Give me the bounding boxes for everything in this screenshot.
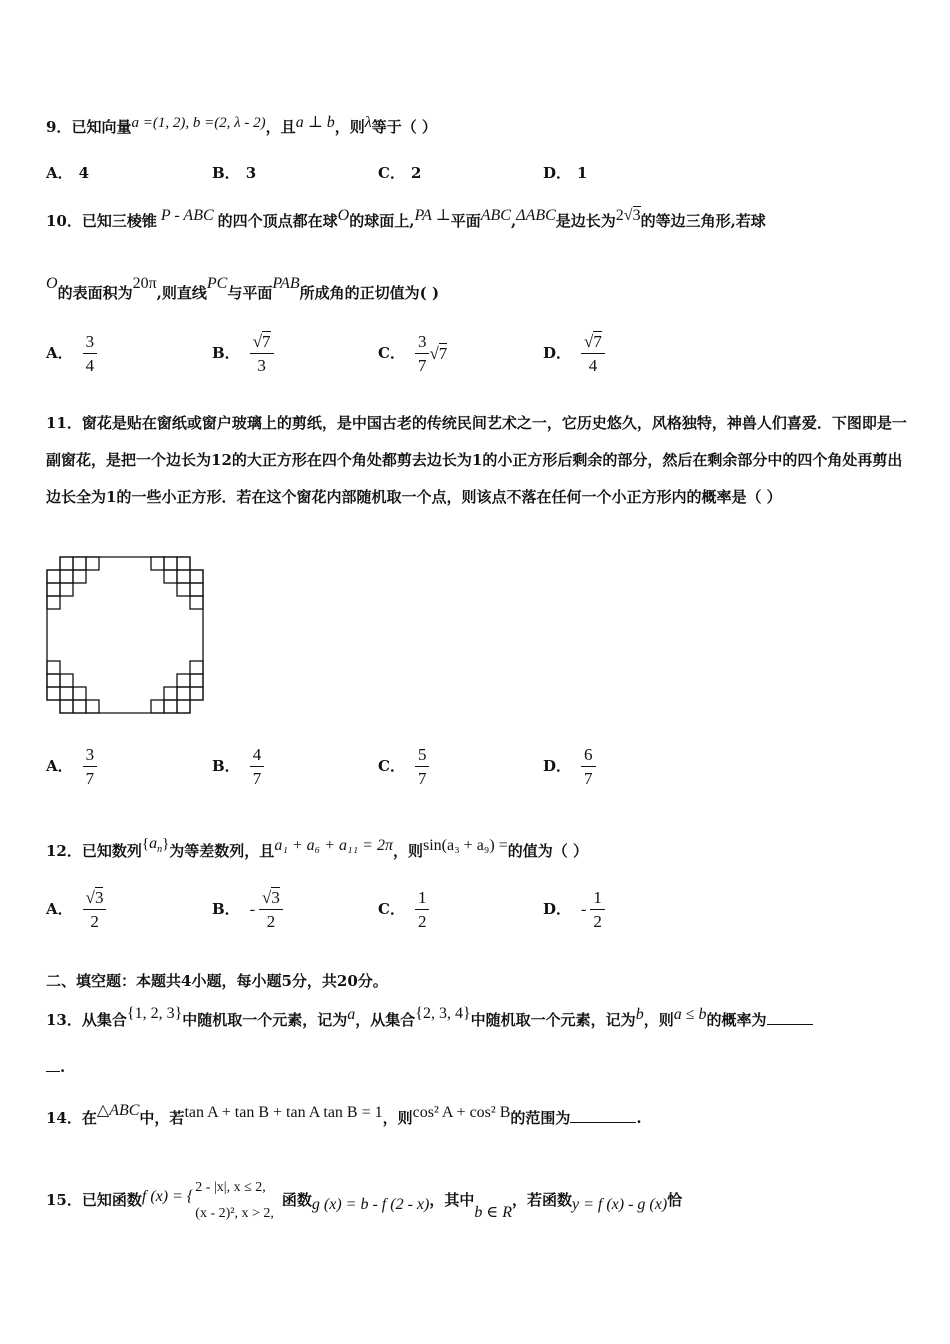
q13-stem-tail: . bbox=[46, 1058, 65, 1076]
corner-square-tr bbox=[190, 570, 203, 583]
q11-stem: 11．窗花是贴在窗纸或窗户玻璃上的剪纸，是中国古老的传统民间艺术之一，它历史悠久，风格独特，神兽人们喜爱．下图即是一副窗花，是把一个边长为12的大正方形在四个角处都剪去边长为1的小正方形后剩余的部分，然后在剩余部分中的四个角处再剪出边长全为1的一些小正方形．若在这个窗花内部随机取一个点，则该点不落在任何一个小正方形内的概率是（ ） bbox=[46, 414, 907, 506]
corner-square-br bbox=[190, 661, 203, 674]
corner-square-tl bbox=[47, 596, 60, 609]
corner-square-tr bbox=[151, 557, 164, 570]
q9-option-b: B． 3 bbox=[212, 164, 257, 182]
q12-stem: 12．已知数列$\{a_n\}$为等差数列，且a₁ + a₆ + a₁₁ = 2π，则sin(a₃ + a₉) =的值为（ ） bbox=[46, 835, 588, 860]
corner-square-tr bbox=[164, 570, 177, 583]
corner-square-br bbox=[190, 674, 203, 687]
corner-square-bl bbox=[47, 674, 60, 687]
q9-stem: 9．已知向量a =(1, 2), b =(2, λ - 2)，且a ⊥ b，则λ等于（ ） bbox=[46, 114, 437, 136]
corner-square-br bbox=[190, 687, 203, 700]
corner-square-tl bbox=[60, 570, 73, 583]
q9-option-a: A． 4 bbox=[46, 164, 90, 182]
corner-square-tr bbox=[177, 557, 190, 570]
corner-square-br bbox=[151, 700, 164, 713]
corner-square-bl bbox=[60, 700, 73, 713]
corner-square-br bbox=[164, 687, 177, 700]
corner-square-bl bbox=[86, 700, 99, 713]
q12-option-c: C． $\frac{1}{2}$ bbox=[378, 888, 429, 932]
corner-square-tl bbox=[73, 557, 86, 570]
corner-square-tl bbox=[60, 583, 73, 596]
corner-square-tl bbox=[47, 583, 60, 596]
corner-square-tr bbox=[190, 596, 203, 609]
q10-option-b: B． $\frac{√7}{3}$ bbox=[212, 332, 274, 376]
corner-square-bl bbox=[47, 661, 60, 674]
q12-option-b: B． - $\frac{√3}{2}$ bbox=[212, 888, 283, 932]
corner-square-tl bbox=[60, 557, 73, 570]
corner-square-tl bbox=[86, 557, 99, 570]
corner-square-bl bbox=[47, 687, 60, 700]
corner-square-br bbox=[177, 700, 190, 713]
q11-option-c: C． $\frac{5}{7}$ bbox=[378, 745, 429, 789]
corner-square-bl bbox=[60, 687, 73, 700]
q10-option-a: A． $\frac{3}{4}$ bbox=[46, 332, 97, 376]
q11-option-a: A． $\frac{3}{7}$ bbox=[46, 745, 97, 789]
q10-option-c: C． $\frac{3}{7}$ √7 bbox=[378, 332, 448, 375]
corner-square-bl bbox=[73, 687, 86, 700]
q10-stem-line2: O的表面积为20π,则直线PC与平面PAB所成角的正切值为( ) bbox=[46, 275, 440, 302]
q12-option-d: D． - $\frac{1}{2}$ bbox=[543, 888, 605, 932]
q13-answer-blank[interactable] bbox=[767, 1024, 813, 1025]
window-flower-figure bbox=[46, 556, 206, 716]
q13-stem: 13．从集合{1, 2, 3}中随机取一个元素，记为a，从集合{2, 3, 4}中随机取一个元素，记为b，则a ≤ b的概率为 bbox=[46, 1005, 813, 1030]
corner-square-bl bbox=[60, 674, 73, 687]
corner-square-tr bbox=[177, 583, 190, 596]
q15-stem: 15．已知函数f (x) = { 2 - |x|, x ≤ 2, (x - 2)², x > 2, 函数g (x) = b - f (2 - x)，其中b ∈ R，若函数y = f (x) - g (x)恰 bbox=[46, 1175, 682, 1227]
q13-answer-blank-cont[interactable] bbox=[46, 1071, 60, 1072]
corner-square-br bbox=[177, 687, 190, 700]
corner-square-tr bbox=[190, 583, 203, 596]
corner-square-tl bbox=[73, 570, 86, 583]
q14-stem: 14．在△ABC中，若tan A + tan B + tan A tan B = 1，则cos² A + cos² B的范围为 . bbox=[46, 1102, 642, 1127]
q10-option-d: D． $\frac{√7}{4}$ bbox=[543, 332, 605, 376]
corner-square-br bbox=[164, 700, 177, 713]
q15-piecewise-cases: 2 - |x|, x ≤ 2, (x - 2)², x > 2, bbox=[195, 1180, 274, 1221]
q11-option-d: D． $\frac{6}{7}$ bbox=[543, 745, 596, 789]
corner-square-bl bbox=[73, 700, 86, 713]
corner-square-tl bbox=[47, 570, 60, 583]
q10-stem-line1: 10．已知三棱锥 P - ABC 的四个顶点都在球O的球面上,PA ⊥平面ABC,ΔABC是边长为2√3的等边三角形,若球 bbox=[46, 207, 766, 230]
q9-option-c: C． 2 bbox=[378, 164, 422, 182]
corner-square-br bbox=[177, 674, 190, 687]
q9-option-d: D． 1 bbox=[543, 164, 588, 182]
window-flower-outline bbox=[47, 557, 203, 713]
q12-option-a: A． $\frac{√3}{2}$ bbox=[46, 888, 106, 932]
corner-square-tr bbox=[177, 570, 190, 583]
section-2-heading: 二、填空题：本题共4小题，每小题5分，共20分。 bbox=[46, 972, 388, 990]
corner-square-tr bbox=[164, 557, 177, 570]
q11-option-b: B． $\frac{4}{7}$ bbox=[212, 745, 264, 789]
q14-answer-blank[interactable] bbox=[570, 1122, 636, 1123]
